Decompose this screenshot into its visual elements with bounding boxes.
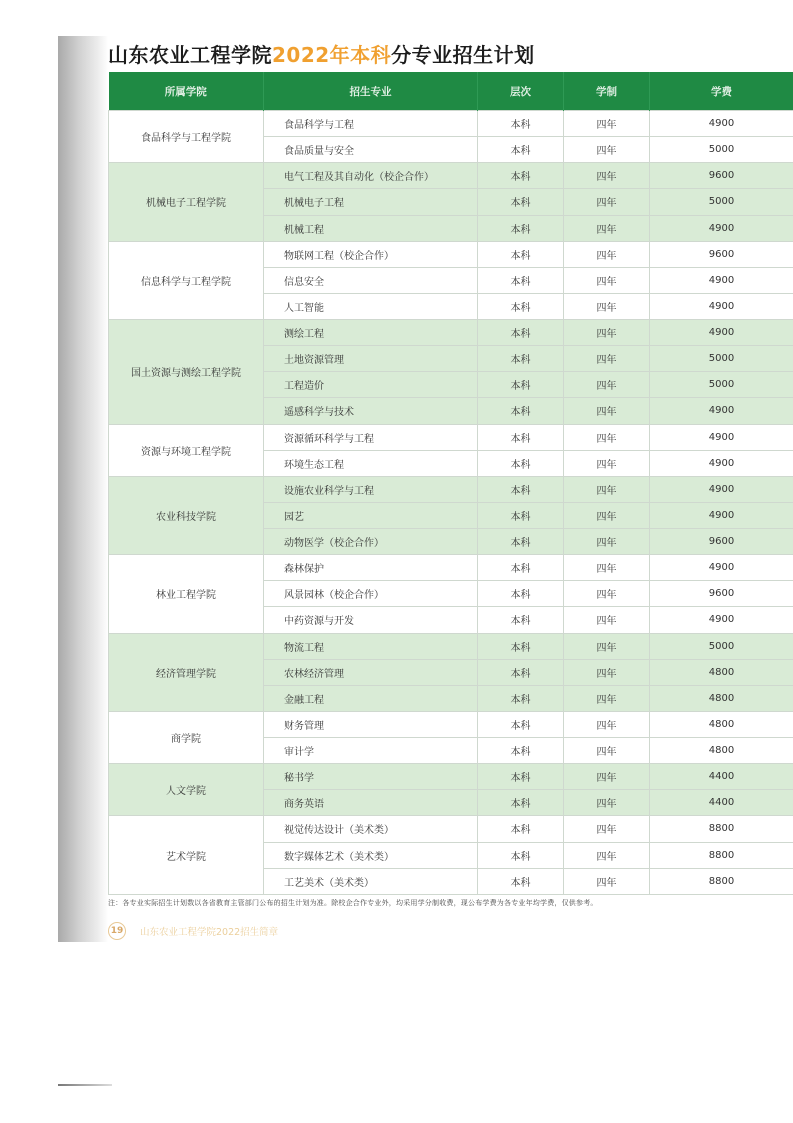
page-number-badge: 19 [108,922,126,940]
table-row [109,476,793,502]
major-cell: 审计学 [264,738,478,764]
level-cell: 本科 [478,215,564,241]
major-cell: 信息安全 [264,267,478,293]
duration-cell: 四年 [564,476,650,502]
page-footer [108,921,278,941]
duration-cell: 四年 [564,790,650,816]
level-cell: 本科 [478,868,564,894]
duration-cell: 四年 [564,816,650,842]
level-cell: 本科 [478,189,564,215]
duration-cell: 四年 [564,398,650,424]
duration-cell: 四年 [564,738,650,764]
fee-cell: 4900 [650,476,793,502]
major-cell: 动物医学（校企合作） [264,529,478,555]
level-cell: 本科 [478,398,564,424]
level-cell: 本科 [478,502,564,528]
duration-cell: 四年 [564,163,650,189]
college-cell: 农业科技学院 [109,476,264,554]
fee-cell: 4900 [650,267,793,293]
major-cell: 设施农业科学与工程 [264,476,478,502]
level-cell: 本科 [478,163,564,189]
table-header-row [109,72,793,111]
level-cell: 本科 [478,372,564,398]
duration-cell: 四年 [564,711,650,737]
table-row [109,816,793,842]
title-suffix: 分专业招生计划 [391,43,535,67]
table-row [109,764,793,790]
fee-cell: 4900 [650,607,793,633]
major-cell: 电气工程及其自动化（校企合作） [264,163,478,189]
level-cell: 本科 [478,424,564,450]
table-row [109,111,793,137]
duration-cell: 四年 [564,189,650,215]
fee-cell: 4900 [650,398,793,424]
footnote: 注：各专业实际招生计划数以各省教育主管部门公布的招生计划为准。除校企合作专业外，均采用学分制收费，现公布学费为各专业年均学费，仅供参考。 [108,899,598,907]
major-cell: 食品科学与工程 [264,111,478,137]
fee-cell: 4900 [650,450,793,476]
title-highlight: 2022年本科 [272,43,392,67]
fee-cell: 5000 [650,633,793,659]
fee-cell: 9600 [650,581,793,607]
enrollment-plan-table [108,72,793,895]
college-cell: 艺术学院 [109,816,264,894]
fee-cell: 4800 [650,685,793,711]
duration-cell: 四年 [564,450,650,476]
duration-cell: 四年 [564,111,650,137]
level-cell: 本科 [478,711,564,737]
major-cell: 秘书学 [264,764,478,790]
major-cell: 物流工程 [264,633,478,659]
level-cell: 本科 [478,267,564,293]
duration-cell: 四年 [564,424,650,450]
fee-cell: 4400 [650,790,793,816]
fee-cell: 4900 [650,320,793,346]
header-level: 层次 [478,72,564,111]
major-cell: 物联网工程（校企合作） [264,241,478,267]
major-cell: 园艺 [264,502,478,528]
major-cell: 资源循环科学与工程 [264,424,478,450]
fee-cell: 8800 [650,842,793,868]
table-row [109,711,793,737]
fee-cell: 4900 [650,215,793,241]
major-cell: 农林经济管理 [264,659,478,685]
duration-cell: 四年 [564,137,650,163]
fee-cell: 9600 [650,241,793,267]
page-title [108,40,535,70]
fee-cell: 4400 [650,764,793,790]
footer-text: 山东农业工程学院2022招生简章 [140,927,279,938]
level-cell: 本科 [478,581,564,607]
table-row [109,633,793,659]
level-cell: 本科 [478,685,564,711]
level-cell: 本科 [478,450,564,476]
level-cell: 本科 [478,241,564,267]
major-cell: 数字媒体艺术（美术类） [264,842,478,868]
college-cell: 食品科学与工程学院 [109,111,264,163]
major-cell: 测绘工程 [264,320,478,346]
college-cell: 国土资源与测绘工程学院 [109,320,264,425]
major-cell: 工程造价 [264,372,478,398]
fee-cell: 4800 [650,659,793,685]
duration-cell: 四年 [564,868,650,894]
fee-cell: 4900 [650,111,793,137]
fee-cell: 8800 [650,868,793,894]
header-college: 所属学院 [109,72,264,111]
brochure-page [58,36,793,942]
major-cell: 森林保护 [264,555,478,581]
fee-cell: 4800 [650,738,793,764]
level-cell: 本科 [478,842,564,868]
level-cell: 本科 [478,529,564,555]
header-duration: 学制 [564,72,650,111]
duration-cell: 四年 [564,241,650,267]
duration-cell: 四年 [564,215,650,241]
fee-cell: 4900 [650,424,793,450]
major-cell: 金融工程 [264,685,478,711]
table-row [109,241,793,267]
major-cell: 中药资源与开发 [264,607,478,633]
major-cell: 食品质量与安全 [264,137,478,163]
major-cell: 遥感科学与技术 [264,398,478,424]
college-cell: 商学院 [109,711,264,763]
level-cell: 本科 [478,111,564,137]
header-fee: 学费 [650,72,793,111]
major-cell: 人工智能 [264,293,478,319]
college-cell: 经济管理学院 [109,633,264,711]
table-row [109,163,793,189]
college-cell: 机械电子工程学院 [109,163,264,241]
college-cell: 人文学院 [109,764,264,816]
level-cell: 本科 [478,476,564,502]
duration-cell: 四年 [564,320,650,346]
fee-cell: 5000 [650,372,793,398]
major-cell: 商务英语 [264,790,478,816]
fee-cell: 4800 [650,711,793,737]
level-cell: 本科 [478,555,564,581]
fee-cell: 4900 [650,293,793,319]
duration-cell: 四年 [564,764,650,790]
duration-cell: 四年 [564,529,650,555]
duration-cell: 四年 [564,607,650,633]
level-cell: 本科 [478,764,564,790]
college-cell: 资源与环境工程学院 [109,424,264,476]
college-cell: 信息科学与工程学院 [109,241,264,319]
major-cell: 风景园林（校企合作） [264,581,478,607]
level-cell: 本科 [478,137,564,163]
duration-cell: 四年 [564,581,650,607]
fee-cell: 8800 [650,816,793,842]
next-page-edge [58,1084,112,1086]
level-cell: 本科 [478,607,564,633]
duration-cell: 四年 [564,659,650,685]
level-cell: 本科 [478,320,564,346]
table-row [109,555,793,581]
duration-cell: 四年 [564,502,650,528]
fee-cell: 5000 [650,137,793,163]
duration-cell: 四年 [564,555,650,581]
fee-cell: 9600 [650,529,793,555]
level-cell: 本科 [478,293,564,319]
duration-cell: 四年 [564,267,650,293]
level-cell: 本科 [478,738,564,764]
level-cell: 本科 [478,633,564,659]
fee-cell: 5000 [650,189,793,215]
duration-cell: 四年 [564,842,650,868]
level-cell: 本科 [478,816,564,842]
level-cell: 本科 [478,346,564,372]
title-prefix: 山东农业工程学院 [108,43,272,67]
level-cell: 本科 [478,790,564,816]
fee-cell: 4900 [650,555,793,581]
major-cell: 土地资源管理 [264,346,478,372]
page-fold-shadow [58,36,108,942]
major-cell: 财务管理 [264,711,478,737]
table-row [109,424,793,450]
duration-cell: 四年 [564,346,650,372]
major-cell: 机械电子工程 [264,189,478,215]
duration-cell: 四年 [564,685,650,711]
table-body [109,111,793,895]
duration-cell: 四年 [564,293,650,319]
college-cell: 林业工程学院 [109,555,264,633]
fee-cell: 4900 [650,502,793,528]
major-cell: 环境生态工程 [264,450,478,476]
level-cell: 本科 [478,659,564,685]
fee-cell: 9600 [650,163,793,189]
major-cell: 工艺美术（美术类） [264,868,478,894]
table-row [109,320,793,346]
major-cell: 机械工程 [264,215,478,241]
major-cell: 视觉传达设计（美术类） [264,816,478,842]
header-major: 招生专业 [264,72,478,111]
duration-cell: 四年 [564,633,650,659]
fee-cell: 5000 [650,346,793,372]
duration-cell: 四年 [564,372,650,398]
